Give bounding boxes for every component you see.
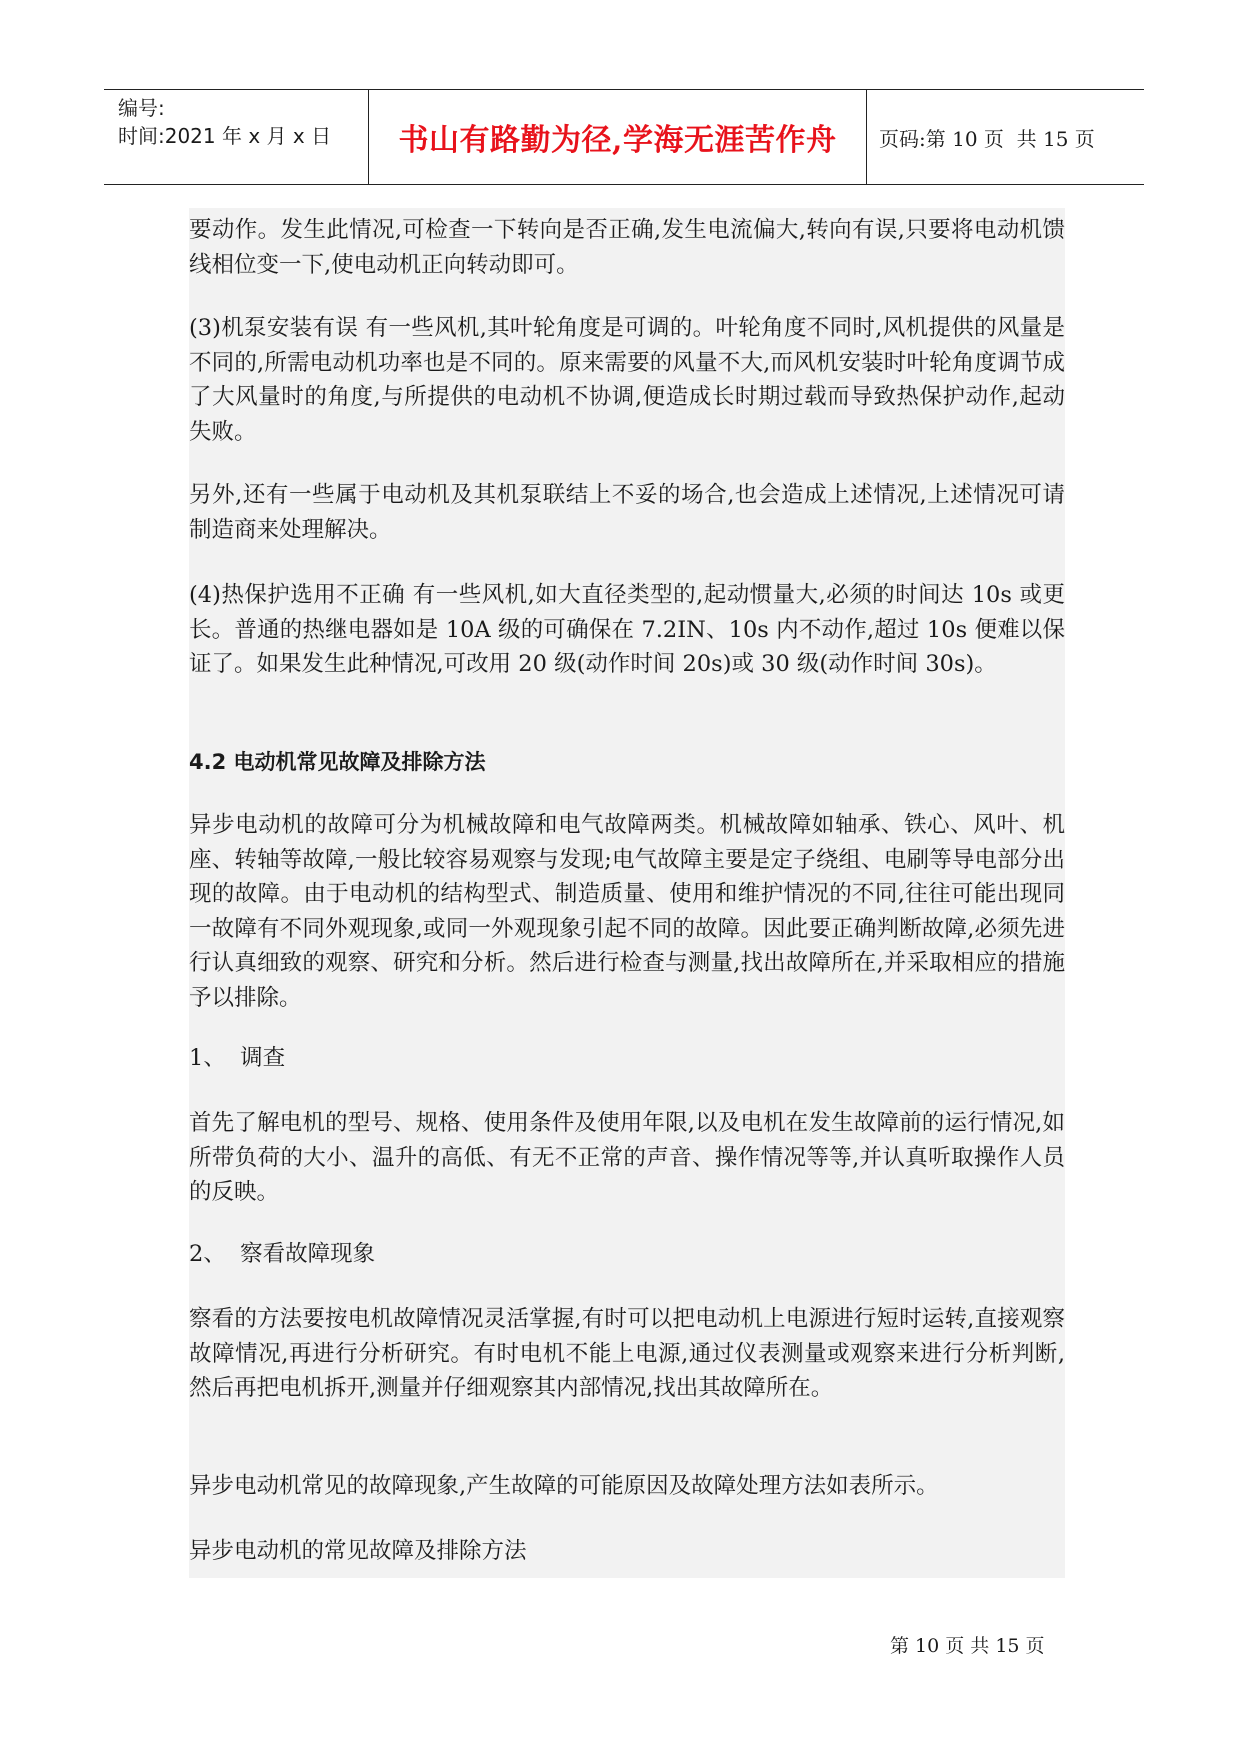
paragraph: 异步电动机的常见故障及排除方法: [189, 1538, 527, 1564]
time-label: 时间:2021 年 x 月 x 日: [118, 124, 332, 148]
serial-number-label: 编号:: [118, 96, 165, 120]
document-body: [189, 208, 1065, 1578]
paragraph: 首先了解电机的型号、规格、使用条件及使用年限,以及电机在发生故障前的运行情况,如所带负荷的大小、温升的高低、有无不正常的声音、操作情况等等,并认真听取操作人员的反映。: [189, 1110, 1065, 1205]
motto-text: 书山有路勤为径,学海无涯苦作舟: [398, 123, 837, 158]
header-info-cell: [104, 90, 369, 184]
list-item: 1、 调查: [189, 1045, 286, 1071]
list-item: 2、 察看故障现象: [189, 1241, 376, 1267]
paragraph: 异步电动机常见的故障现象,产生故障的可能原因及故障处理方法如表所示。: [189, 1473, 939, 1499]
section-heading: 4.2 电动机常见故障及排除方法: [189, 750, 486, 774]
page-footer-number: 第 10 页 共 15 页: [890, 1635, 1045, 1657]
header-motto-cell: [369, 90, 867, 184]
paragraph: 要动作。发生此情况,可检查一下转向是否正确,发生电流偏大,转向有误,只要将电动机馈线相位变一下,使电动机正向转动即可。: [189, 217, 1065, 278]
paragraph: (4)热保护选用不正确 有一些风机,如大直径类型的,起动惯量大,必须的时间达 10s 或更长。普通的热继电器如是 10A 级的可确保在 7.2IN、10s 内不动作,超过 10s 便难以保证了。如果发生此种情况,可改用 20 级(动作时间 20s)或 30 级(动作时间 30s)。: [189, 582, 1065, 677]
paragraph: 另外,还有一些属于电动机及其机泵联结上不妥的场合,也会造成上述情况,上述情况可请制造商来处理解决。: [189, 482, 1065, 543]
paragraph: (3)机泵安装有误 有一些风机,其叶轮角度是可调的。叶轮角度不同时,风机提供的风量是不同的,所需电动机功率也是不同的。原来需要的风量不大,而风机安装时叶轮角度调节成了大风量时的角度,与所提供的电动机不协调,便造成长时期过载而导致热保护动作,起动失败。: [189, 315, 1065, 445]
header-page-number: 页码:第 10 页 共 15 页: [879, 126, 1095, 151]
page-header: [104, 89, 1144, 185]
paragraph: 异步电动机的故障可分为机械故障和电气故障两类。机械故障如轴承、铁心、风叶、机座、转轴等故障,一般比较容易观察与发现;电气故障主要是定子绕组、电刷等导电部分出现的故障。由于电动机的结构型式、制造质量、使用和维护情况的不同,往往可能出现同一故障有不同外观现象,或同一外观现象引起不同的故障。因此要正确判断故障,必须先进行认真细致的观察、研究和分析。然后进行检查与测量,找出故障所在,并采取相应的措施予以排除。: [189, 812, 1065, 1011]
paragraph: 察看的方法要按电机故障情况灵活掌握,有时可以把电动机上电源进行短时运转,直接观察故障情况,再进行分析研究。有时电机不能上电源,通过仪表测量或观察来进行分析判断,然后再把电机拆开,测量并仔细观察其内部情况,找出其故障所在。: [189, 1306, 1065, 1401]
header-page-cell: [867, 90, 1144, 184]
